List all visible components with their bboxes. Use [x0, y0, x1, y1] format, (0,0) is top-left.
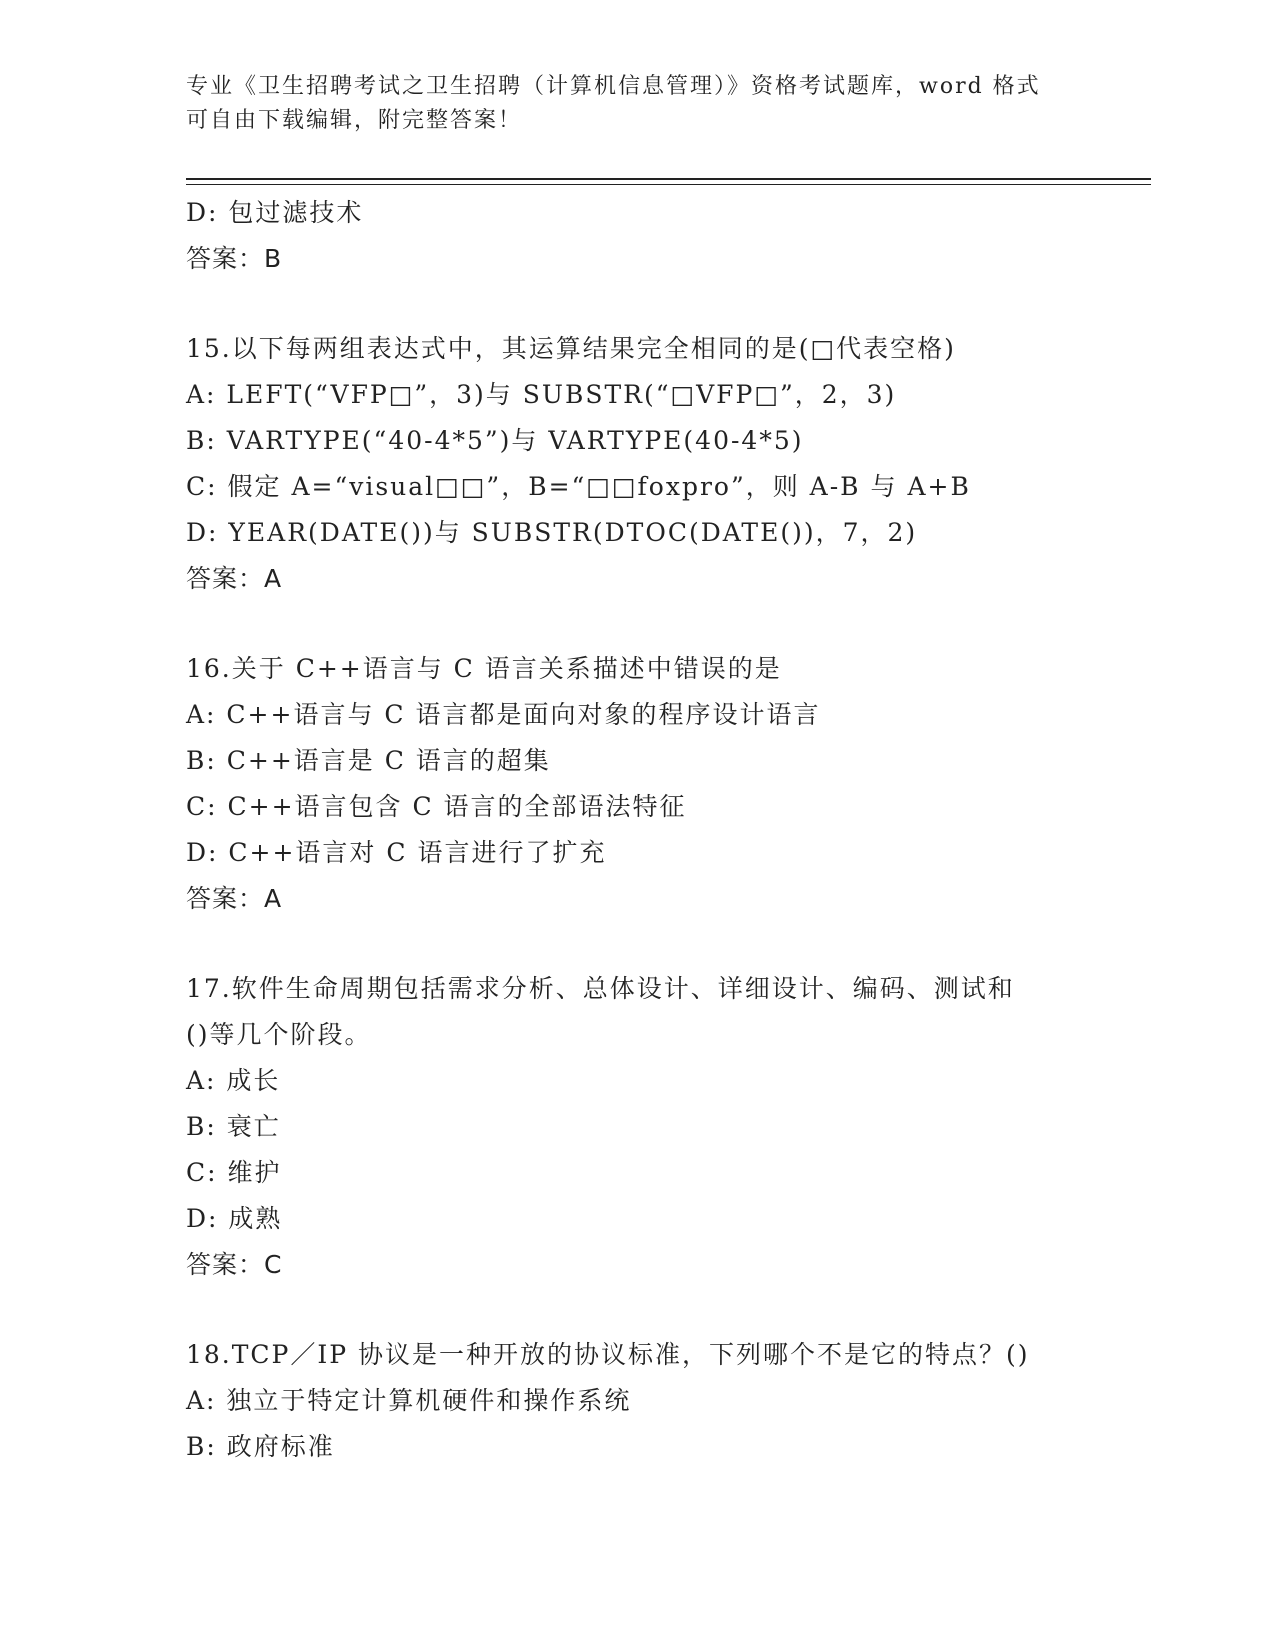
question-text: 15.以下每两组表达式中，其运算结果完全相同的是(□代表空格) — [186, 334, 956, 363]
option-b: B: 政府标准 — [186, 1432, 335, 1461]
question-16 — [186, 646, 1151, 922]
header-line-1: 专业《卫生招聘考试之卫生招聘（计算机信息管理）》资格考试题库，word 格式 — [186, 74, 1041, 99]
option-b: B: 衰亡 — [186, 1112, 281, 1141]
document-header — [186, 70, 1086, 138]
question-list — [186, 190, 1151, 1470]
option-b: B: C++语言是 C 语言的超集 — [186, 746, 551, 775]
option-c: C: 假定 A=“visual□□”，B=“□□foxpro”，则 A-B 与 A+B — [186, 472, 971, 501]
prev-question-tail — [186, 190, 1151, 282]
header-line-2: 可自由下载编辑，附完整答案！ — [186, 108, 523, 133]
spacer — [186, 282, 1151, 326]
option-a: A: 独立于特定计算机硬件和操作系统 — [186, 1386, 632, 1415]
question-text-line-2: ()等几个阶段。 — [186, 1020, 372, 1049]
spacer — [186, 922, 1151, 966]
question-15 — [186, 326, 1151, 602]
answer-line: 答案：B — [186, 244, 283, 273]
option-a: A: C++语言与 C 语言都是面向对象的程序设计语言 — [186, 700, 821, 729]
option-c: C: 维护 — [186, 1158, 282, 1187]
header-rule-thin — [186, 184, 1151, 185]
option-c: C: C++语言包含 C 语言的全部语法特征 — [186, 792, 687, 821]
answer-line: 答案：A — [186, 884, 283, 913]
question-18 — [186, 1332, 1151, 1470]
question-text-line-1: 17.软件生命周期包括需求分析、总体设计、详细设计、编码、测试和 — [186, 974, 1015, 1003]
header-rule-thick — [186, 178, 1151, 180]
question-text: 16.关于 C++语言与 C 语言关系描述中错误的是 — [186, 654, 782, 683]
option-b: B: VARTYPE(“40-4*5”)与 VARTYPE(40-4*5) — [186, 426, 804, 455]
option-a: A: LEFT(“VFP□”，3)与 SUBSTR(“□VFP□”，2，3) — [186, 380, 897, 409]
option-d: D: YEAR(DATE())与 SUBSTR(DTOC(DATE())，7，2) — [186, 518, 918, 547]
answer-line: 答案：C — [186, 1250, 283, 1279]
option-d: D: C++语言对 C 语言进行了扩充 — [186, 838, 607, 867]
answer-line: 答案：A — [186, 564, 283, 593]
spacer — [186, 1288, 1151, 1332]
option-a: A: 成长 — [186, 1066, 281, 1095]
question-17 — [186, 966, 1151, 1288]
option-d: D: 成熟 — [186, 1204, 283, 1233]
option-d: D: 包过滤技术 — [186, 198, 364, 227]
question-text: 18.TCP／IP 协议是一种开放的协议标准，下列哪个不是它的特点？() — [186, 1340, 1030, 1369]
spacer — [186, 602, 1151, 646]
